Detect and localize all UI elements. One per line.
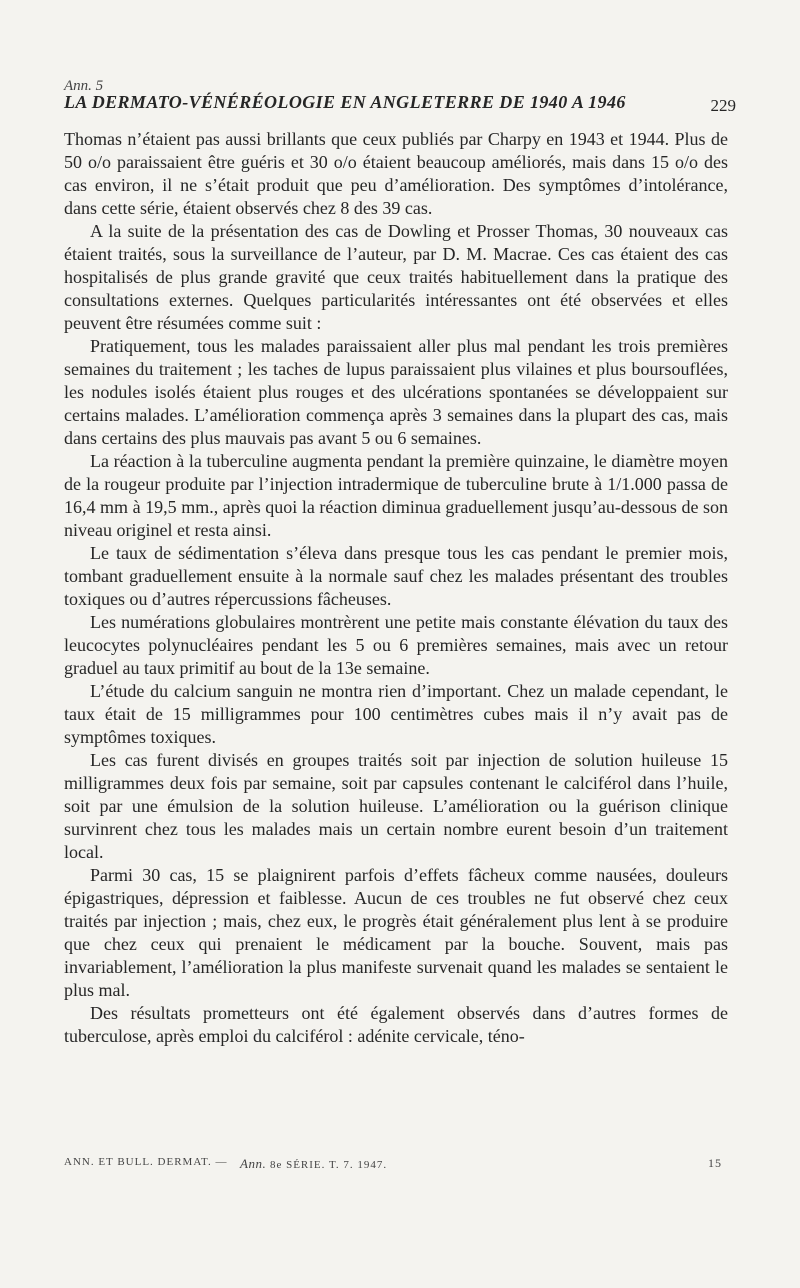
journal-abbrev: Ann. 5 xyxy=(64,78,104,94)
paragraph: Les cas furent divisés en groupes traités soit par injection de solution huileuse 15 milligrammes deux fois par semaine, soit par capsules contenant le calciférol dans l’huile, soit par une émulsion de la solution huileuse. L’amélioration ou la guérison clinique survinrent chez tous les malades mais un certain nombre eurent besoin d’un traitement local. xyxy=(64,750,728,862)
footer-series-block xyxy=(240,1156,387,1172)
page-footer xyxy=(64,1156,728,1171)
footer-signature: 15 xyxy=(708,1156,722,1170)
footer-series: 8e SÉRIE. T. 7. 1947. xyxy=(269,1159,388,1171)
paragraph: Le taux de sédimentation s’éleva dans presque tous les cas pendant le premier mois, tombant graduellement ensuite à la normale sauf chez les malades présentant des troubles toxiques ou d’autres répercussions fâcheuses. xyxy=(64,543,728,609)
paragraph: Les numérations globulaires montrèrent une petite mais constante élévation du taux des leucocytes polynucléaires pendant les 5 ou 6 premières semaines, mais avec un retour graduel au taux primitif au bout de la 13e semaine. xyxy=(64,612,728,678)
paragraph: Parmi 30 cas, 15 se plaignirent parfois d’effets fâcheux comme nausées, douleurs épigastriques, dépression et faiblesse. Aucun de ces troubles ne fut observé chez ceux traités par injection ; mais, chez eux, le progrès était généralement plus lent à se produire que chez ceux qui prenaient le médicament par la bouche. Souvent, mais pas invariablement, l’amélioration la plus manifeste survenait quand les malades se sentaient le plus mal. xyxy=(64,865,728,1000)
paragraph: Thomas n’étaient pas aussi brillants que ceux publiés par Charpy en 1943 et 1944. Plus de 50 o/o paraissaient être guéris et 30 o/o étaient beaucoup améliorés, mais dans 15 o/o des cas environ, il ne s’était produit que peu d’amélioration. Des symptômes d’intolérance, dans cette série, étaient observés chez 8 des 39 cas. xyxy=(64,129,728,218)
paragraph: La réaction à la tuberculine augmenta pendant la première quinzaine, le diamètre moyen de la rougeur produite par l’injection intradermique de tuberculine brute à 1/1.000 passa de 16,4 mm à 19,5 mm., après quoi la réaction diminua graduellement jusqu’au-dessous de son niveau originel et resta ainsi. xyxy=(64,451,728,540)
paragraph: A la suite de la présentation des cas de Dowling et Prosser Thomas, 30 nouveaux cas étaient traités, sous la surveillance de l’auteur, par D. M. Macrae. Ces cas étaient des cas hospitalisés de plus grande gravité que ceux traités habituellement dans la pratique des consultations externes. Quelques particularités intéressantes ont été observées et elles peuvent être résumées comme suit : xyxy=(64,221,728,333)
paragraph: L’étude du calcium sanguin ne montra rien d’important. Chez un malade cependant, le taux était de 15 milligrammes pour 100 centimètres cubes mais il n’y avait pas de symptômes toxiques. xyxy=(64,681,728,747)
page-number: 229 xyxy=(710,96,736,115)
footer-journal: Ann. xyxy=(240,1156,267,1171)
body-text xyxy=(64,128,728,1048)
paragraph: Pratiquement, tous les malades paraissaient aller plus mal pendant les trois premières semaines du traitement ; les taches de lupus paraissaient plus vilaines et plus boursouflées, les nodules isolés étaient plus rouges et des ulcérations spontanées se développaient sur certains malades. L’amélioration commença après 3 semaines dans la plupart des cas, mais dans certains des plus mauvais pas avant 5 ou 6 semaines. xyxy=(64,336,728,448)
running-title: LA DERMATO-VÉNÉRÉOLOGIE EN ANGLETERRE DE 1940 A 1946 xyxy=(64,92,626,112)
paragraph: Des résultats prometteurs ont été également observés dans d’autres formes de tuberculose, après emploi du calciférol : adénite cervicale, téno- xyxy=(64,1003,728,1046)
footer-left: ANN. ET BULL. DERMAT. — xyxy=(64,1156,228,1168)
